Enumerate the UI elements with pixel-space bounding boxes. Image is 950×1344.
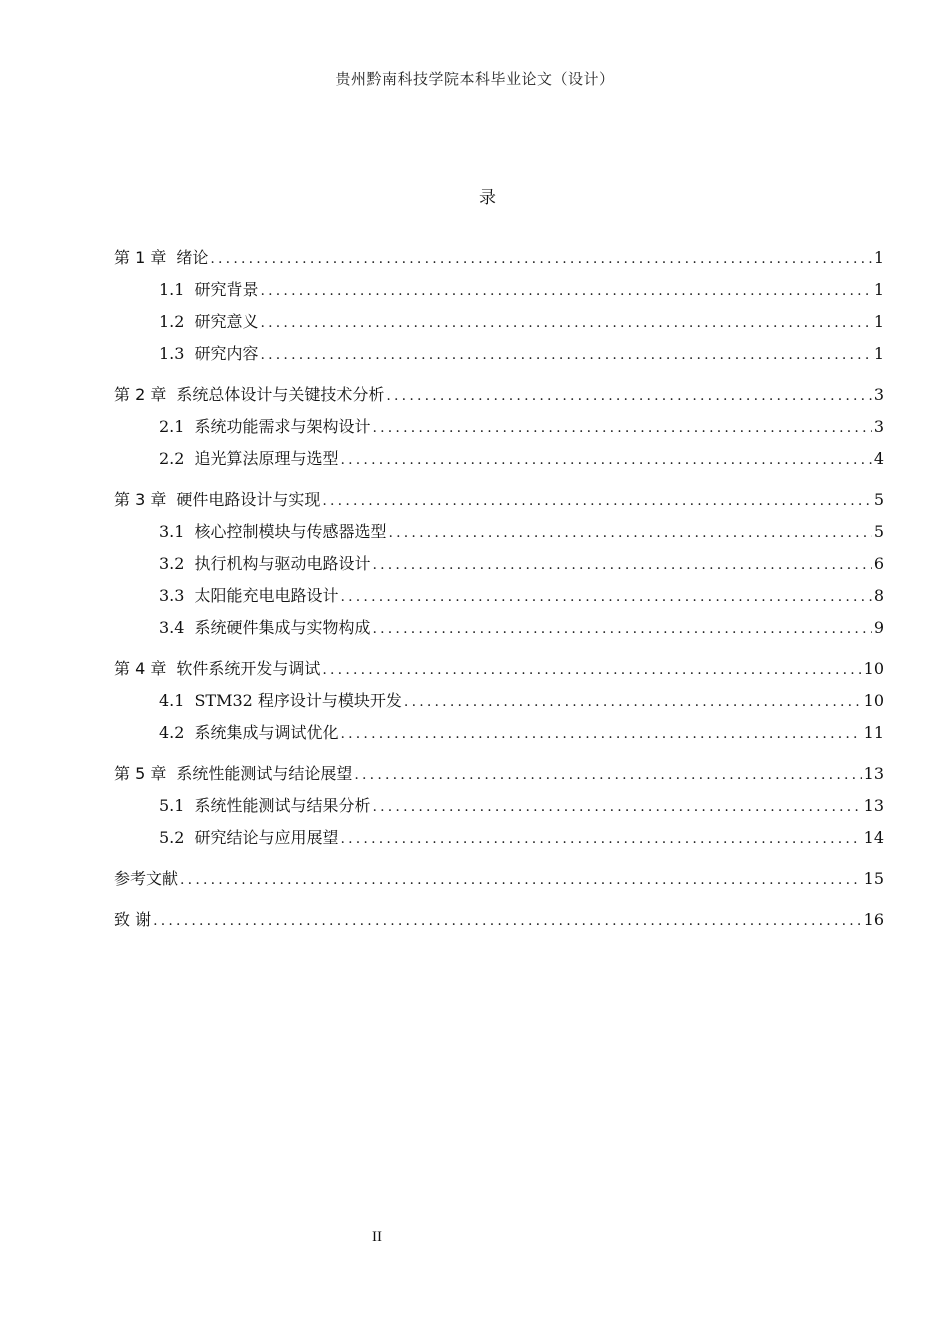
toc-entry-number: 第 5 章 bbox=[114, 764, 167, 783]
toc-entry-page: 8 bbox=[873, 586, 884, 605]
toc-section-entry[interactable] bbox=[114, 274, 884, 306]
toc-entry-number: 5.1 bbox=[159, 796, 185, 815]
toc-chapter-entry[interactable] bbox=[114, 863, 884, 895]
toc-entry-page: 1 bbox=[873, 280, 884, 299]
toc-dot-leader bbox=[340, 444, 871, 476]
toc-dot-leader bbox=[260, 339, 871, 371]
toc-entry-page: 13 bbox=[863, 764, 884, 783]
toc-dot-leader bbox=[388, 517, 871, 549]
toc-dot-leader bbox=[210, 243, 871, 275]
toc-entry-label: 软件系统开发与调试 bbox=[176, 659, 321, 678]
toc-entry-label: 系统集成与调试优化 bbox=[194, 723, 339, 742]
toc-entry-number: 4.2 bbox=[159, 723, 185, 742]
toc-entry-page: 13 bbox=[863, 796, 884, 815]
toc-entry-label: 追光算法原理与选型 bbox=[194, 449, 339, 468]
toc-dot-leader bbox=[372, 791, 861, 823]
toc-section-entry[interactable] bbox=[114, 411, 884, 443]
toc-entry-label: 系统性能测试与结论展望 bbox=[176, 764, 353, 783]
toc-entry-label: 研究内容 bbox=[194, 344, 259, 363]
toc-dot-leader bbox=[340, 823, 861, 855]
toc-dot-leader bbox=[260, 307, 871, 339]
toc-entry-page: 10 bbox=[863, 659, 884, 678]
toc-entry-number: 第 3 章 bbox=[114, 490, 167, 509]
toc-entry-page: 6 bbox=[873, 554, 884, 573]
toc-entry-page: 11 bbox=[863, 723, 884, 742]
toc-entry-page: 9 bbox=[873, 618, 884, 637]
toc-entry-page: 10 bbox=[863, 691, 884, 710]
toc-entry-number: 第 4 章 bbox=[114, 659, 167, 678]
toc-entry-label: 研究背景 bbox=[194, 280, 259, 299]
toc-chapter-entry[interactable] bbox=[114, 484, 884, 516]
toc-entry-number: 2.2 bbox=[159, 449, 185, 468]
toc-chapter-entry[interactable] bbox=[114, 904, 884, 936]
toc-entry-label: 系统总体设计与关键技术分析 bbox=[176, 385, 385, 404]
toc-entry-number: 第 1 章 bbox=[114, 248, 167, 267]
toc-entry-page: 3 bbox=[873, 385, 884, 404]
toc-chapter-entry[interactable] bbox=[114, 242, 884, 274]
toc-dot-leader bbox=[260, 275, 871, 307]
toc-entry-label: 太阳能充电电路设计 bbox=[194, 586, 339, 605]
toc-section-entry[interactable] bbox=[114, 790, 884, 822]
toc-dot-leader bbox=[404, 686, 862, 718]
toc-section-entry[interactable] bbox=[114, 548, 884, 580]
toc-entry-label: 硬件电路设计与实现 bbox=[176, 490, 321, 509]
running-header: 贵州黔南科技学院本科毕业论文（设计） bbox=[335, 70, 615, 88]
toc-entry-label: STM32 程序设计与模块开发 bbox=[194, 691, 402, 710]
toc-dot-leader bbox=[354, 759, 861, 791]
toc-dot-leader bbox=[372, 412, 871, 444]
toc-entry-page: 14 bbox=[863, 828, 884, 847]
table-of-contents bbox=[114, 242, 884, 936]
toc-entry-number: 2.1 bbox=[159, 417, 185, 436]
toc-entry-page: 1 bbox=[873, 248, 884, 267]
toc-dot-leader bbox=[180, 864, 862, 896]
toc-entry-number: 5.2 bbox=[159, 828, 185, 847]
toc-entry-page: 4 bbox=[873, 449, 884, 468]
toc-entry-page: 5 bbox=[873, 490, 884, 509]
toc-entry-number: 1.1 bbox=[159, 280, 185, 299]
toc-entry-number: 3.3 bbox=[159, 586, 185, 605]
toc-entry-label: 系统性能测试与结果分析 bbox=[194, 796, 371, 815]
toc-entry-number: 1.3 bbox=[159, 344, 185, 363]
toc-entry-page: 5 bbox=[873, 522, 884, 541]
toc-section-entry[interactable] bbox=[114, 717, 884, 749]
page-number: II bbox=[372, 1229, 382, 1245]
toc-entry-number: 1.2 bbox=[159, 312, 185, 331]
toc-entry-number: 4.1 bbox=[159, 691, 185, 710]
toc-entry-page: 3 bbox=[873, 417, 884, 436]
toc-title: 录 bbox=[479, 188, 496, 208]
toc-section-entry[interactable] bbox=[114, 306, 884, 338]
toc-entry-label: 研究结论与应用展望 bbox=[194, 828, 339, 847]
toc-entry-page: 16 bbox=[863, 910, 884, 929]
toc-section-entry[interactable] bbox=[114, 443, 884, 475]
toc-entry-number: 第 2 章 bbox=[114, 385, 167, 404]
toc-entry-label: 系统功能需求与架构设计 bbox=[194, 417, 371, 436]
toc-chapter-entry[interactable] bbox=[114, 379, 884, 411]
toc-section-entry[interactable] bbox=[114, 338, 884, 370]
toc-entry-number: 3.2 bbox=[159, 554, 185, 573]
toc-dot-leader bbox=[340, 581, 871, 613]
toc-entry-page: 1 bbox=[873, 312, 884, 331]
toc-dot-leader bbox=[372, 549, 871, 581]
toc-section-entry[interactable] bbox=[114, 685, 884, 717]
toc-entry-label: 参考文献 bbox=[114, 869, 179, 888]
toc-section-entry[interactable] bbox=[114, 516, 884, 548]
toc-entry-label: 绪论 bbox=[176, 248, 209, 267]
toc-entry-page: 1 bbox=[873, 344, 884, 363]
toc-dot-leader bbox=[322, 485, 871, 517]
toc-dot-leader bbox=[322, 654, 861, 686]
toc-entry-number: 3.1 bbox=[159, 522, 185, 541]
toc-entry-label: 系统硬件集成与实物构成 bbox=[194, 618, 371, 637]
toc-dot-leader bbox=[386, 380, 871, 412]
toc-dot-leader bbox=[153, 905, 862, 937]
toc-entry-number: 3.4 bbox=[159, 618, 185, 637]
toc-chapter-entry[interactable] bbox=[114, 758, 884, 790]
toc-dot-leader bbox=[372, 613, 871, 645]
toc-section-entry[interactable] bbox=[114, 612, 884, 644]
toc-entry-page: 15 bbox=[863, 869, 884, 888]
toc-section-entry[interactable] bbox=[114, 822, 884, 854]
toc-entry-label: 执行机构与驱动电路设计 bbox=[194, 554, 371, 573]
toc-entry-label: 研究意义 bbox=[194, 312, 259, 331]
toc-entry-label: 致 谢 bbox=[114, 910, 152, 929]
toc-section-entry[interactable] bbox=[114, 580, 884, 612]
toc-entry-label: 核心控制模块与传感器选型 bbox=[194, 522, 387, 541]
toc-chapter-entry[interactable] bbox=[114, 653, 884, 685]
toc-dot-leader bbox=[340, 718, 861, 750]
